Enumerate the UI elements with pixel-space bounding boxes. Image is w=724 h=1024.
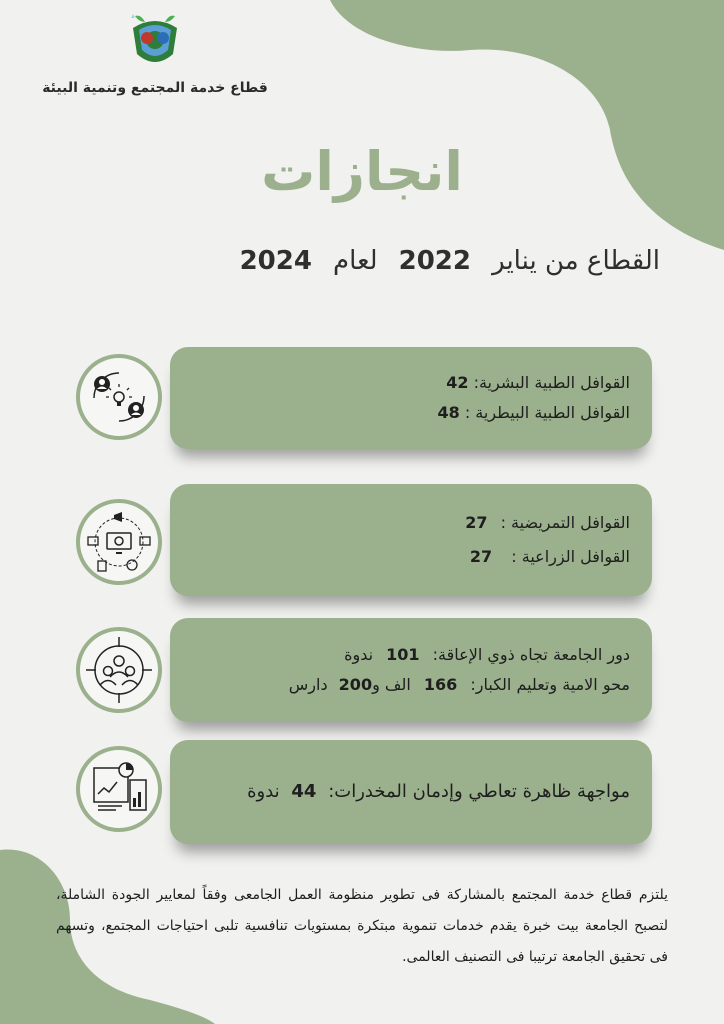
achievement-line [190, 670, 630, 700]
achievement-label: دور الجامعة تجاه ذوي الإعاقة: [432, 645, 630, 664]
achievement-value: 27 [469, 547, 493, 566]
achievement-value: 42 [446, 373, 469, 392]
analytics-dashboard-icon [76, 746, 162, 832]
subtitle-year-start: 2022 [398, 246, 471, 276]
achievement-line [190, 777, 630, 807]
subtitle-to-text: لعام [333, 246, 378, 276]
subtitle [100, 246, 660, 276]
achievement-suffix: ندوة [344, 645, 374, 664]
achievement-line [190, 398, 630, 428]
achievement-card-3 [170, 618, 652, 722]
subtitle-text: القطاع من يناير [492, 246, 660, 276]
achievement-card-1 [170, 347, 652, 449]
achievement-value: 48 [437, 403, 460, 422]
achievement-line [190, 368, 630, 398]
team-target-icon [76, 627, 162, 713]
achievement-label: القوافل التمريضية : [500, 513, 630, 532]
achievement-value: 101 [386, 645, 420, 664]
achievement-label: القوافل الطبية البيطرية : [464, 403, 630, 422]
achievement-label: القوافل الطبية البشرية: [473, 373, 630, 392]
footer-statement: يلتزم قطاع خدمة المجتمع بالمشاركة فى تطوير منظومة العمل الجامعى وفقاً لمعايير الجودة الشاملة، لتصبح الجامعة بيت خبرة يقدم خدمات تنموية مبتكرة بمستويات تنافسية تلبى احتياجات المجتمع، وتسهم فى تحقيق الجامعة ترتيبا فى التصنيف العالمى. [56, 887, 668, 965]
achievement-suffix: ندوة [247, 781, 280, 802]
achievement-label: القوافل الزراعية : [511, 547, 630, 566]
achievement-label: محو الامية وتعليم الكبار: [470, 675, 630, 694]
achievement-value-2: 200 [338, 675, 373, 694]
achievement-line [190, 506, 630, 540]
achievement-value: 27 [465, 513, 488, 532]
achievement-line [190, 540, 630, 574]
achievement-value: 166 [423, 675, 458, 694]
achievement-card-2 [170, 484, 652, 596]
subtitle-year-end: 2024 [239, 246, 312, 276]
org-name: قطاع خدمة المجتمع وتنمية البيئة [42, 80, 268, 96]
achievement-value: 44 [291, 781, 317, 802]
people-idea-icon [76, 354, 162, 440]
achievement-suffix: دارس [288, 675, 328, 694]
page-title: انجازات [261, 140, 463, 203]
achievement-card-4 [170, 740, 652, 844]
digital-marketing-icon [76, 499, 162, 585]
university-logo-icon [123, 10, 187, 74]
achievement-label: مواجهة ظاهرة تعاطي وإدمان المخدرات: [328, 781, 630, 802]
achievement-mid: الف و [372, 675, 411, 694]
achievement-line [190, 640, 630, 670]
header [30, 10, 280, 96]
